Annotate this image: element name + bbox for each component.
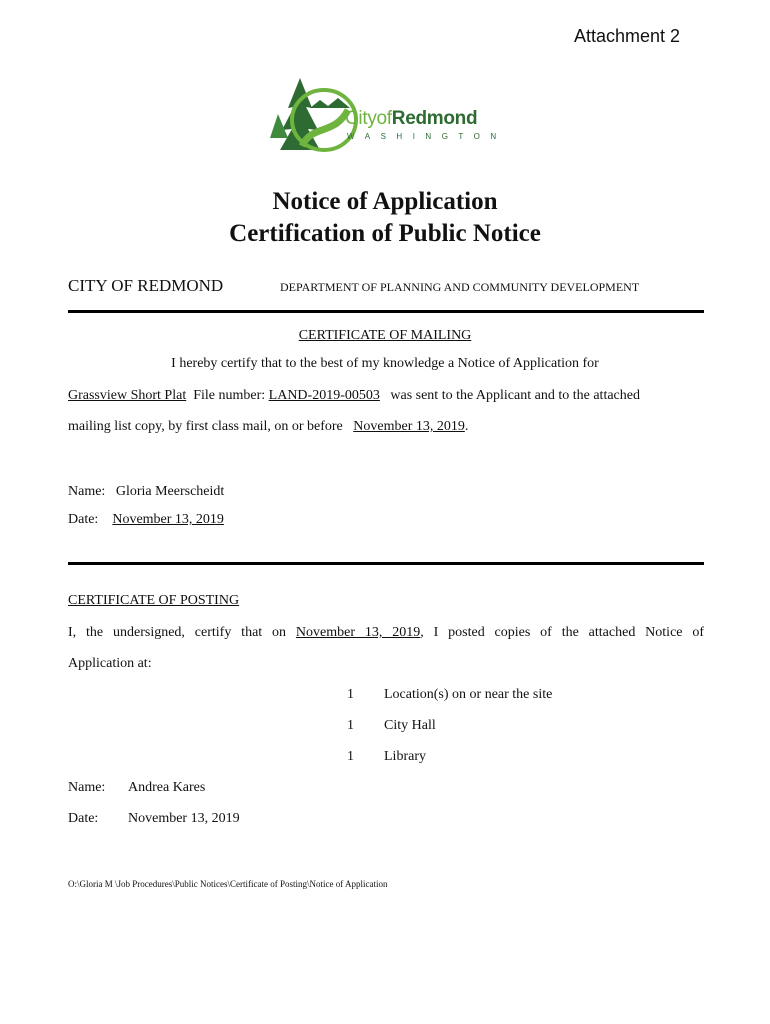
location-count-3: 1 bbox=[347, 749, 354, 764]
location-label-1: Location(s) on or near the site bbox=[384, 687, 553, 702]
mailing-signed-date: November 13, 2019 bbox=[112, 512, 224, 527]
mailing-line3-start: mailing list copy, by first class mail, on or before bbox=[68, 419, 343, 434]
project-name: Grassview Short Plat bbox=[68, 388, 187, 403]
posting-line1-start: I, the undersigned, certify that on bbox=[68, 625, 287, 640]
posting-line2: Application at: bbox=[68, 656, 152, 671]
divider-middle bbox=[68, 562, 704, 565]
posting-line1 bbox=[68, 625, 704, 641]
city-name: CITY OF REDMOND bbox=[68, 276, 224, 295]
posting-name: Andrea Kares bbox=[128, 780, 206, 795]
posting-date: November 13, 2019 bbox=[295, 625, 421, 640]
file-number: LAND-2019-00503 bbox=[268, 388, 380, 403]
logo-wordmark bbox=[345, 108, 477, 130]
mailing-line3-end: . bbox=[464, 419, 469, 434]
posting-line1-end: , I posted copies of the attached Notice of bbox=[420, 625, 705, 640]
posting-name-label: Name: bbox=[68, 780, 106, 795]
mailing-name: Gloria Meerscheidt bbox=[115, 484, 225, 499]
page-title-line2: Certification of Public Notice bbox=[229, 220, 541, 247]
location-count-2: 1 bbox=[347, 718, 354, 733]
posting-heading: CERTIFICATE OF POSTING bbox=[68, 593, 240, 608]
mailing-name-label: Name: bbox=[68, 484, 106, 499]
logo-subtitle: WASHINGTON bbox=[347, 132, 507, 141]
mailing-line2-rest: was sent to the Applicant and to the attached bbox=[390, 388, 640, 403]
logo-name-part2: Redmond bbox=[391, 108, 478, 129]
divider-top bbox=[68, 310, 704, 313]
page-title-line1: Notice of Application bbox=[272, 188, 498, 215]
mailing-line2 bbox=[68, 388, 640, 404]
file-path: O:\Gloria M \Job Procedures\Public Notices\Certificate of Posting\Notice of Application bbox=[68, 879, 388, 889]
location-label-2: City Hall bbox=[384, 718, 436, 733]
mailing-date: November 13, 2019 bbox=[353, 419, 465, 434]
mailing-line1: I hereby certify that to the best of my knowledge a Notice of Application for bbox=[171, 356, 599, 371]
file-label: File number: bbox=[193, 388, 266, 403]
mailing-heading: CERTIFICATE OF MAILING bbox=[298, 328, 472, 343]
mailing-date-label: Date: bbox=[68, 512, 99, 527]
department-name: DEPARTMENT OF PLANNING AND COMMUNITY DEVELOPMENT bbox=[280, 280, 640, 294]
mailing-date-row bbox=[68, 512, 224, 528]
posting-signed-date: November 13, 2019 bbox=[128, 811, 240, 826]
attachment-label: Attachment 2 bbox=[573, 26, 680, 46]
mailing-line3 bbox=[68, 419, 468, 435]
posting-date-label: Date: bbox=[68, 811, 99, 826]
logo-name-part1: Cityof bbox=[345, 108, 392, 129]
location-label-3: Library bbox=[384, 749, 426, 764]
mailing-name-row bbox=[68, 484, 224, 500]
location-count-1: 1 bbox=[347, 687, 354, 702]
